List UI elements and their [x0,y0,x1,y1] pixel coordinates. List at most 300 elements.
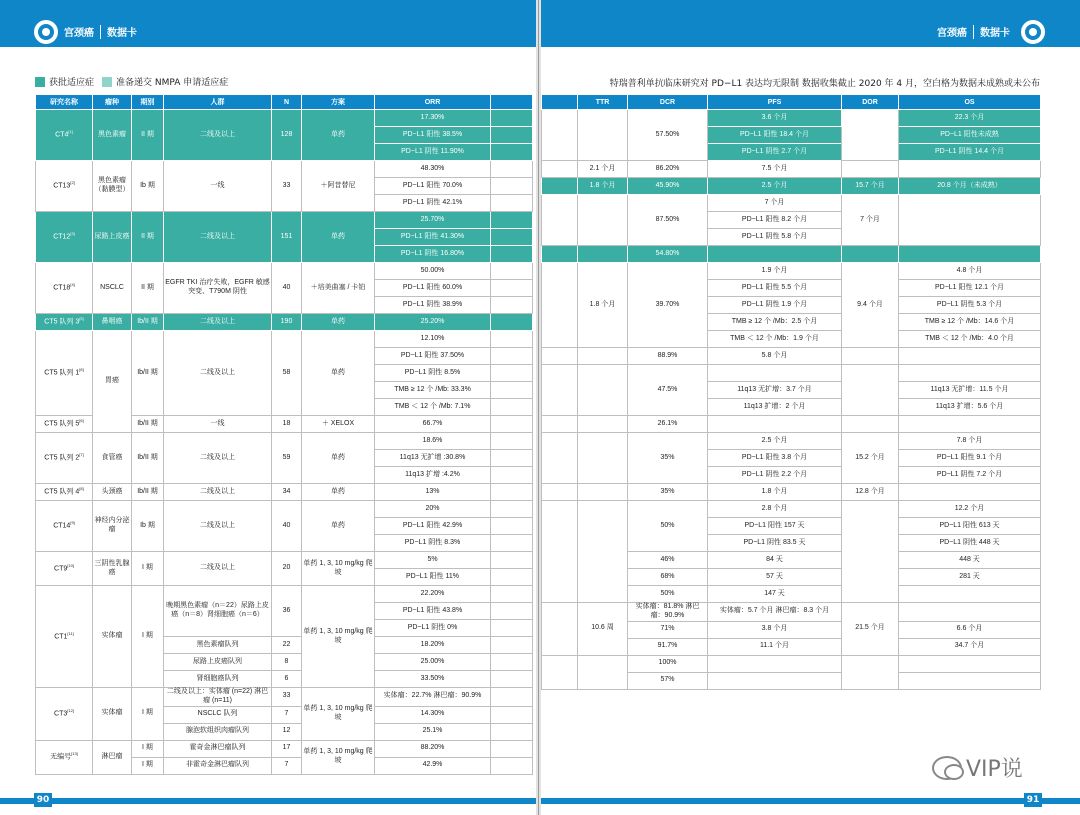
cell-text: PD−L1 阴性 38.9% [402,300,463,308]
cell-text: PD−L1 阳性 42.9% [402,521,463,529]
table-cell [132,161,164,212]
cell-text: 实体瘤：5.7 个月 淋巴瘤：8.3 个月 [719,607,830,615]
table-cell [36,501,93,552]
cell-text: 黑色素瘤（黏膜型） [94,177,130,193]
column-header: OS [899,95,1041,110]
table-row [542,603,1041,622]
reference-mark: [13] [71,751,78,757]
cell-text: PD−L1 阴性 2.7 个月 [741,147,808,155]
cell-text: 一线 [210,419,225,427]
table-cell [491,552,533,569]
table-cell [272,586,302,637]
table-cell [164,331,272,416]
logo-right-icon [1021,20,1045,44]
cell-text: PD−L1 阴性 8.3% [404,538,461,546]
table-cell [164,637,272,654]
reference-mark: [8] [79,486,84,492]
table-cell [708,535,842,552]
cell-text: 22.20% [420,589,445,597]
cell-text: 33.50% [420,674,445,682]
table-cell [708,195,842,212]
table-cell [375,757,491,774]
cell-text: CT9 [54,565,68,573]
cell-text: 晚期黑色素瘤（n＝22）尿路上皮癌（n＝8）肾细胞癌（n＝6） [166,602,269,618]
cell-text: 88.20% [420,744,445,752]
table-cell [491,365,533,382]
table-cell [542,263,578,348]
cell-text: PD−L1 阴性 5.8 个月 [741,232,808,240]
table-cell [491,229,533,246]
cell-text: 1.9 个月 [761,266,788,274]
cell-text: II 期 [141,283,154,291]
cell-text: 84 天 [766,555,783,563]
cell-text: 单药 1, 3, 10 mg/kg 爬坡 [303,705,373,721]
table-cell [132,501,164,552]
table-cell [375,723,491,740]
table-cell [375,637,491,654]
cell-text: TMB ≥ 12 个 /Mb：2.5 个月 [731,317,818,325]
cell-text: CT3 [54,710,68,718]
table-cell [272,552,302,586]
table-row [36,688,533,707]
cell-text: 单药 [331,368,345,376]
cell-text: 1.8 个月 [589,300,616,308]
table-cell [899,331,1041,348]
cell-text: PD−L1 阴性 0% [407,623,458,631]
table-cell [272,654,302,671]
cell-text: 10.6 周 [591,624,614,632]
header-left [64,24,137,39]
cell-text: 33 [282,692,291,700]
cell-text: 实体瘤：81.8% 淋巴瘤：90.9% [635,603,700,619]
table-cell [272,263,302,314]
table-row [36,433,533,450]
table-row [36,552,533,569]
cell-text: 11q13 无扩增 :30.8% [399,453,466,461]
cell-text: 食管癌 [101,453,123,461]
table-cell [578,348,628,365]
table-cell [628,484,708,501]
table-cell [578,195,628,246]
reference-mark: [6] [79,418,84,424]
table-cell [272,212,302,263]
cell-text: NSCLC 队列 [197,710,238,718]
table-cell [302,586,375,688]
cell-text: 15.7 个月 [855,181,885,189]
table-cell [899,314,1041,331]
table-cell [491,161,533,178]
table-cell [272,637,302,654]
cell-text: 33 [282,181,291,189]
reference-mark: [6] [79,367,84,373]
table-cell [628,195,708,246]
table-cell [93,331,132,433]
table-cell [628,621,708,638]
table-cell [578,484,628,501]
cell-text: 非霍奇金淋巴瘤队列 [186,761,249,769]
table-row [36,110,533,127]
cell-text: 单药 [331,317,345,325]
cell-text: 57.50% [655,130,680,138]
table-cell [899,195,1041,246]
table-cell [164,723,272,740]
cell-text: 39.70% [655,300,680,308]
cell-text: TMB ≥ 12 个 /Mb: 33.3% [394,385,471,393]
cell-text: 190 [280,317,293,325]
table-cell [491,144,533,161]
cell-text: 448 天 [959,555,980,563]
table-cell [628,672,708,689]
table-cell [302,433,375,484]
reference-mark: [1] [68,129,73,135]
cell-text: 5% [427,555,438,563]
table-cell [302,416,375,433]
table-cell [708,110,842,127]
table-cell [375,127,491,144]
cell-text: PD−L1 阴性 2.2 个月 [741,470,808,478]
header-divider [100,25,101,39]
cell-text: Ib/II 期 [137,487,158,495]
table-cell [375,688,491,707]
cell-text: 12.2 个月 [954,504,985,512]
table-cell [899,110,1041,127]
cell-text: 42.9% [422,761,443,769]
table-cell [842,161,899,178]
cell-text: 二线及以上 [200,453,235,461]
table-cell [628,161,708,178]
table-cell [708,638,842,655]
table-cell [708,212,842,229]
cell-text: 二线及以上 [200,564,235,572]
cell-text: 20% [425,504,440,512]
table-cell [302,740,375,774]
reference-mark: [12] [67,708,74,714]
table-cell [272,416,302,433]
cell-text: 86.20% [655,164,680,172]
cell-text: 36 [282,606,291,614]
reference-mark: [11] [67,630,74,636]
table-cell [302,501,375,552]
table-cell [708,552,842,569]
cell-text: 17.30% [420,113,445,121]
table-cell [36,263,93,314]
cell-text: 13% [425,487,440,495]
page-number-left: 90 [34,793,52,807]
table-cell [708,467,842,484]
table-cell [628,433,708,484]
table-cell [491,433,533,450]
column-header: N [272,95,302,110]
cell-text: PD−L1 阳性 11% [406,572,459,580]
table-row [36,212,533,229]
table-cell [164,688,272,707]
cell-text: 2.5 个月 [761,436,788,444]
column-header: 人群 [164,95,272,110]
cell-text: 4.8 个月 [956,266,983,274]
table-cell [164,416,272,433]
footer-bar-right [541,798,1080,804]
table-cell [375,263,491,280]
cell-text: II 期 [141,232,154,240]
table-cell [375,671,491,688]
cell-text: PD−L1 阳性 8.2 个月 [741,215,808,223]
reference-mark: [2] [70,180,75,186]
cell-text: I 期 [142,761,153,769]
table-cell [899,382,1041,399]
table-cell [708,280,842,297]
table-cell [628,501,708,552]
cell-text: 128 [280,130,293,138]
cell-text: 50% [660,589,675,597]
table-cell [93,552,132,586]
table-row [36,501,533,518]
table-cell [578,433,628,484]
table-row [542,263,1041,280]
table-cell [491,399,533,416]
cell-text: 26.1% [657,419,678,427]
table-cell [491,586,533,603]
cell-text: 淋巴瘤 [101,752,123,760]
table-cell [899,399,1041,416]
table-cell [36,552,93,586]
table-row [36,331,533,348]
cell-text: 二线及以上 [200,130,235,138]
table-row [542,195,1041,212]
cell-text: 11q13 扩增：2 个月 [743,402,806,410]
table-cell [375,740,491,757]
column-header: DCR [628,95,708,110]
table-cell [578,246,628,263]
cell-text: 22 [282,640,291,648]
table-cell [302,263,375,314]
page-fold [538,0,539,815]
table-cell [36,740,93,774]
table-cell [578,501,628,603]
cell-text: 12 [282,727,291,735]
cell-text: PD−L1 阳性 41.30% [400,232,465,240]
table-cell [36,161,93,212]
table-cell [93,161,132,212]
cell-text: 15.2 个月 [855,453,885,461]
cell-text: 71% [660,625,675,633]
cell-text: ＋ XELOX [321,419,355,427]
table-cell [36,314,93,331]
cell-text: 18 [282,419,291,427]
table-cell [491,637,533,654]
table-cell [542,603,578,656]
cell-text: Ib 期 [140,181,155,189]
table-cell [36,688,93,741]
table-cell [375,467,491,484]
table-cell [578,655,628,689]
table-cell [36,484,93,501]
cell-text: CT18 [53,284,71,292]
table-cell [578,263,628,348]
table-cell [899,638,1041,655]
table-cell [36,433,93,484]
cell-text: 20.8 个月（未成熟） [937,181,1002,189]
table-cell [491,654,533,671]
table-cell [375,246,491,263]
table-cell [272,723,302,740]
cell-text: CT1 [54,633,68,641]
table-cell [36,586,93,688]
table-row [36,161,533,178]
cell-text: 7 [284,761,289,769]
table-cell [302,552,375,586]
column-header: PFS [708,95,842,110]
cell-text: PD−L1 阳性 613 天 [939,521,1000,529]
cell-text: 1.8 个月 [761,487,788,495]
table-cell [132,314,164,331]
table-cell [375,280,491,297]
column-header [542,95,578,110]
table-cell [375,706,491,723]
table-cell [164,757,272,774]
cell-text: TMB ＜ 12 个 /Mb: 7.1% [394,402,471,410]
cell-text: 47.5% [657,385,678,393]
cell-text: 头颈癌 [101,487,123,495]
table-cell [842,178,899,195]
table-cell [132,331,164,416]
table-cell [375,229,491,246]
cell-text: 147 天 [764,589,785,597]
table-row [542,246,1041,263]
cell-text: 50.00% [420,266,445,274]
cell-text: 3.8 个月 [761,625,788,633]
table-row [36,263,533,280]
cell-text: 34.7 个月 [954,642,985,650]
table-cell [491,740,533,757]
table-cell [93,688,132,741]
table-cell [375,501,491,518]
cell-text: 5.8 个月 [761,351,788,359]
watermark [932,752,1023,783]
table-cell [491,280,533,297]
table-cell [132,110,164,161]
table-cell [842,110,899,161]
table-cell [302,110,375,161]
cell-text: 100% [658,659,677,667]
cell-text: TMB ≥ 12 个 /Mb：14.6 个月 [924,317,1015,325]
cell-text: 25.00% [420,657,445,665]
footer-bar-left [0,798,536,804]
cell-text: 45.90% [655,181,680,189]
table-cell [899,178,1041,195]
table-cell [132,263,164,314]
cell-text: PD−L1 阴性 1.9 个月 [741,300,808,308]
table-cell [164,110,272,161]
table-cell [272,110,302,161]
cell-text: 单药 1, 3, 10 mg/kg 爬坡 [303,627,373,644]
table-cell [491,450,533,467]
cell-text: 57 天 [766,572,783,580]
table-cell [628,603,708,622]
cell-text: 8 [284,657,289,665]
header-right [937,24,1010,39]
table-cell [375,382,491,399]
table-cell [542,110,578,161]
cell-text: 一线 [210,181,225,189]
table-cell [375,161,491,178]
table-cell [542,161,578,178]
cell-text: 20 [282,564,291,572]
cell-text: 鼻咽癌 [101,317,123,325]
cell-text: PD−L1 阴性 11.90% [401,147,464,155]
right-data-table [541,94,1041,690]
table-cell [93,212,132,263]
cell-text: 58 [282,368,291,376]
cell-text: 17 [282,744,291,752]
legend-pending-swatch [102,77,112,87]
table-cell [899,621,1041,638]
table-cell [491,723,533,740]
table-cell [375,399,491,416]
table-cell [708,586,842,603]
table-cell [628,416,708,433]
table-row [542,433,1041,450]
table-row [36,484,533,501]
cell-text: Ib/II 期 [137,453,158,461]
table-cell [628,365,708,416]
table-cell [628,348,708,365]
table-cell [899,586,1041,603]
table-cell [708,365,842,382]
cell-text: 48.30% [420,164,445,172]
column-header [491,95,533,110]
header-divider [973,25,974,39]
table-cell [899,467,1041,484]
cell-text: 87.50% [655,215,680,223]
cell-text: PD−L1 阳性未成熟 [940,130,999,138]
table-cell [578,416,628,433]
reference-mark: [7] [79,452,84,458]
table-cell [542,348,578,365]
table-cell [578,603,628,656]
cell-text: 二线及以上 [200,368,235,376]
table-cell [164,586,272,637]
table-cell [375,433,491,450]
cell-text: CT12 [53,233,71,241]
table-cell [708,229,842,246]
table-cell [132,484,164,501]
table-cell [164,263,272,314]
table-cell [542,365,578,416]
table-cell [302,314,375,331]
column-header: TTR [578,95,628,110]
logo-left-icon [34,20,58,44]
cell-text: 单药 1, 3, 10 mg/kg 爬坡 [303,748,373,764]
table-cell [899,672,1041,689]
cell-text: 7 个月 [860,215,880,223]
table-cell [132,416,164,433]
cell-text: PD−L1 阴性 14.4 个月 [934,147,1005,155]
cell-text: II 期 [141,130,154,138]
table-cell [164,706,272,723]
table-cell [842,195,899,246]
cell-text: PD−L1 阴性 83.5 天 [743,538,806,546]
table-cell [491,348,533,365]
table-cell [93,314,132,331]
table-cell [899,246,1041,263]
cell-text: 6.6 个月 [956,625,983,633]
cell-text: 2.8 个月 [761,504,788,512]
cell-text: 实体瘤 [101,632,123,640]
table-cell [375,144,491,161]
cell-text: ＋培美曲塞 / 卡铂 [310,283,366,291]
table-cell [375,416,491,433]
table-cell [708,314,842,331]
